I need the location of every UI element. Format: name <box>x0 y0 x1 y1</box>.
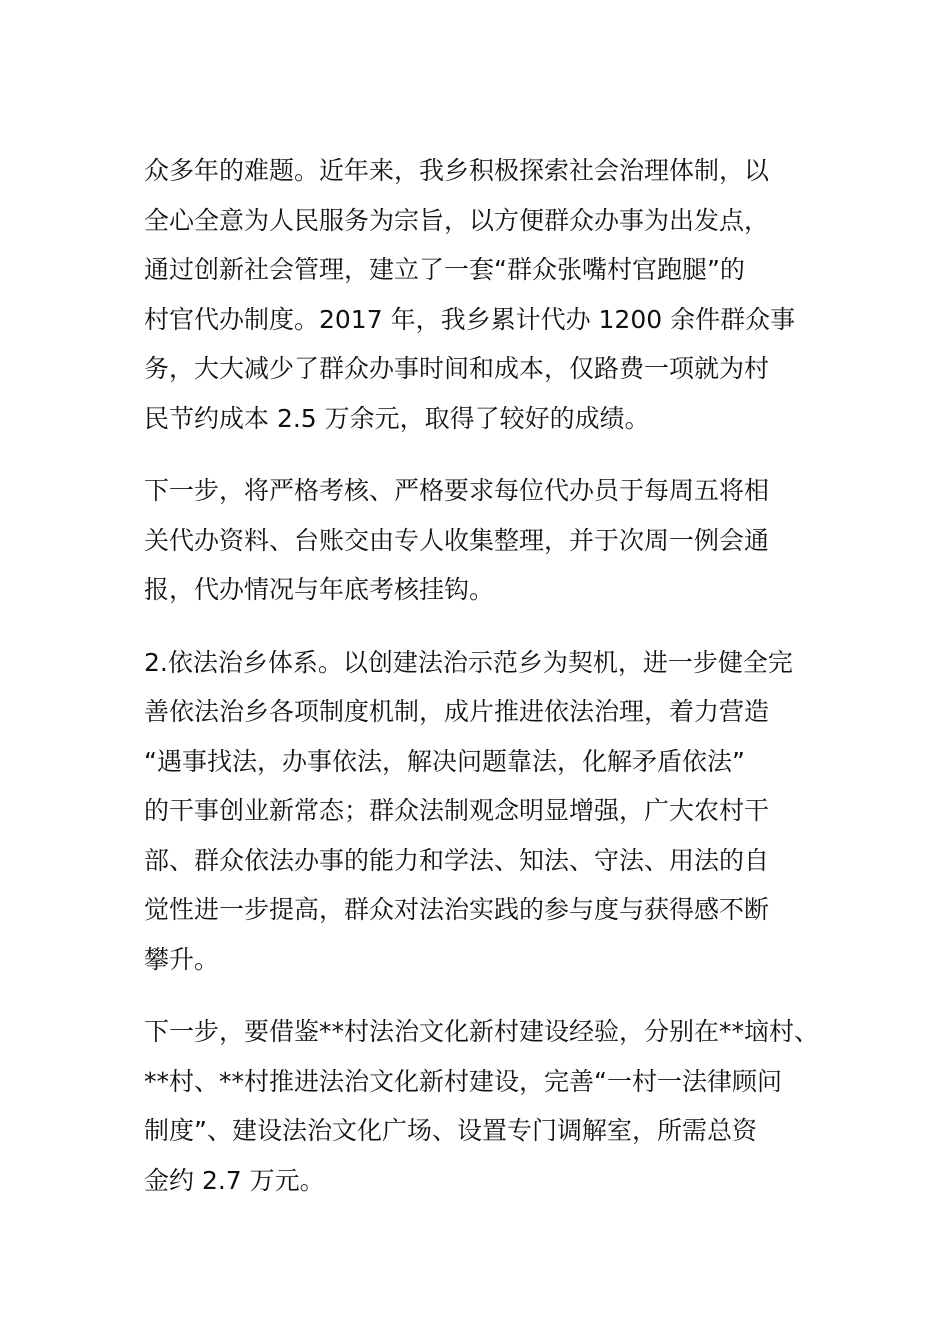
text-line: 众多年的难题。近年来，我乡积极探索社会治理体制，以 <box>144 156 770 185</box>
paragraph-2 <box>144 466 824 615</box>
text-line: 关代办资料、台账交由专人收集整理，并于次周一例会通 <box>144 525 770 555</box>
text-line: “遇事找法，办事依法，解决问题靠法，化解矛盾依法” <box>144 746 745 776</box>
text-line: 通过创新社会管理，建立了一套“群众张嘴村官跑腿”的 <box>144 255 745 284</box>
text-line: 报，代办情况与年底考核挂钩。 <box>144 575 495 604</box>
text-line: 的干事创业新常态；群众法制观念明显增强，广大农村干 <box>144 796 770 825</box>
text-line: 2.依法治乡体系。以创建法治示范乡为契机，进一步健全完 <box>144 647 793 677</box>
text-line: 民节约成本 2.5 万余元，取得了较好的成绩。 <box>144 403 650 433</box>
text-line: 务，大大减少了群众办事时间和成本，仅路费一项就为村 <box>144 354 770 383</box>
text-line: 制度”、建设法治文化广场、设置专门调解室，所需总资 <box>144 1116 757 1145</box>
text-line: 觉性进一步提高，群众对法治实践的参与度与获得感不断 <box>144 895 770 924</box>
paragraph-3 <box>144 638 824 985</box>
text-line: 下一步，将严格考核、严格要求每位代办员于每周五将相 <box>144 476 770 505</box>
paragraph-1 <box>144 146 824 443</box>
text-line: 全心全意为人民服务为宗旨，以方便群众办事为出发点， <box>144 205 770 235</box>
text-line: 金约 2.7 万元。 <box>144 1165 325 1195</box>
text-line: 攀升。 <box>144 944 220 974</box>
text-line: 下一步，要借鉴**村法治文化新村建设经验，分别在**垴村、 <box>144 1017 820 1046</box>
text-line: 善依法治乡各项制度机制，成片推进依法治理，着力营造 <box>144 697 770 726</box>
text-line: 村官代办制度。2017 年，我乡累计代办 1200 余件群众事 <box>144 304 796 334</box>
paragraph-4 <box>144 1007 824 1205</box>
text-line: 部、群众依法办事的能力和学法、知法、守法、用法的自 <box>144 845 770 875</box>
text-line: **村、**村推进法治文化新村建设，完善“一村一法律顾问 <box>144 1066 782 1096</box>
body-text <box>144 146 824 1228</box>
